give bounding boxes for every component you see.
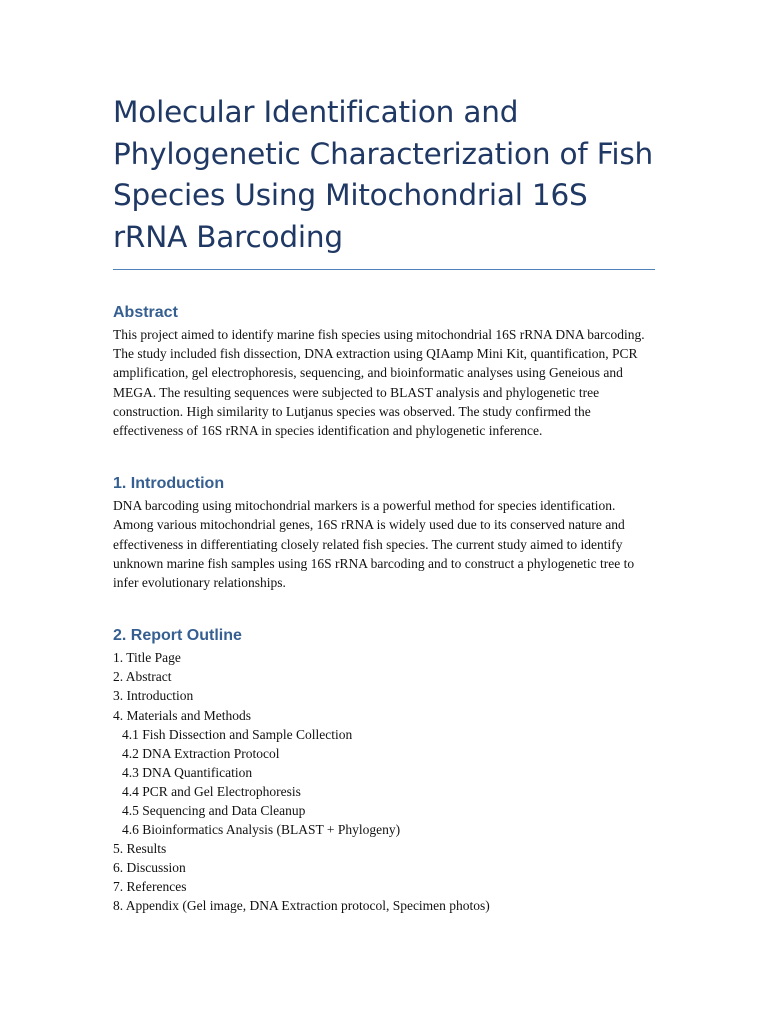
introduction-text: DNA barcoding using mitochondrial markers is a powerful method for species identification. Among various mitochondrial genes, 16S rRNA is widely used due to its conserved nature and effectiveness in differentiating closely related fish species. The current study aimed to identify unknown marine fish samples using 16S rRNA barcoding and to construct a phylogenetic tree to infer evolutionary relationships. [113,498,635,591]
document-page [113,92,655,916]
outline-item: 7. References [113,879,187,895]
outline-heading: 2. Report Outline [113,627,242,645]
outline-item: 1. Title Page [113,650,181,666]
outline-list [113,648,655,915]
introduction-heading: 1. Introduction [113,475,225,493]
outline-item: 8. Appendix (Gel image, DNA Extraction protocol, Specimen photos) [113,898,490,914]
outline-subitem: 4.3 DNA Quantification [122,764,253,780]
outline-item: 5. Results [113,841,167,857]
title-divider [113,269,655,270]
outline-subitem: 4.5 Sequencing and Data Cleanup [122,802,306,818]
outline-subitem: 4.6 Bioinformatics Analysis (BLAST + Phylogeny) [122,822,401,838]
outline-subitem: 4.4 PCR and Gel Electrophoresis [122,783,301,799]
abstract-heading: Abstract [113,304,178,321]
outline-item: 2. Abstract [113,669,172,685]
outline-subitem: 4.1 Fish Dissection and Sample Collection [122,726,353,742]
document-title: Molecular Identification and Phylogenetic Characterization of Fish Species Using Mitochondrial 16S rRNA Barcoding [113,95,654,254]
outline-subitem: 4.2 DNA Extraction Protocol [122,745,280,761]
abstract-text: This project aimed to identify marine fish species using mitochondrial 16S rRNA DNA barcoding. The study included fish dissection, DNA extraction using QIAamp Mini Kit, quantification, PCR amplification, gel electrophoresis, sequencing, and bioinformatic analyses using Geneious and MEGA. The resulting sequences were subjected to BLAST analysis and phylogenetic tree construction. High similarity to Lutjanus species was observed. The study confirmed the effectiveness of 16S rRNA in species identification and phylogenetic inference. [113,327,645,439]
outline-item: 4. Materials and Methods [113,707,251,723]
outline-item: 3. Introduction [113,688,194,704]
outline-item: 6. Discussion [113,860,186,876]
